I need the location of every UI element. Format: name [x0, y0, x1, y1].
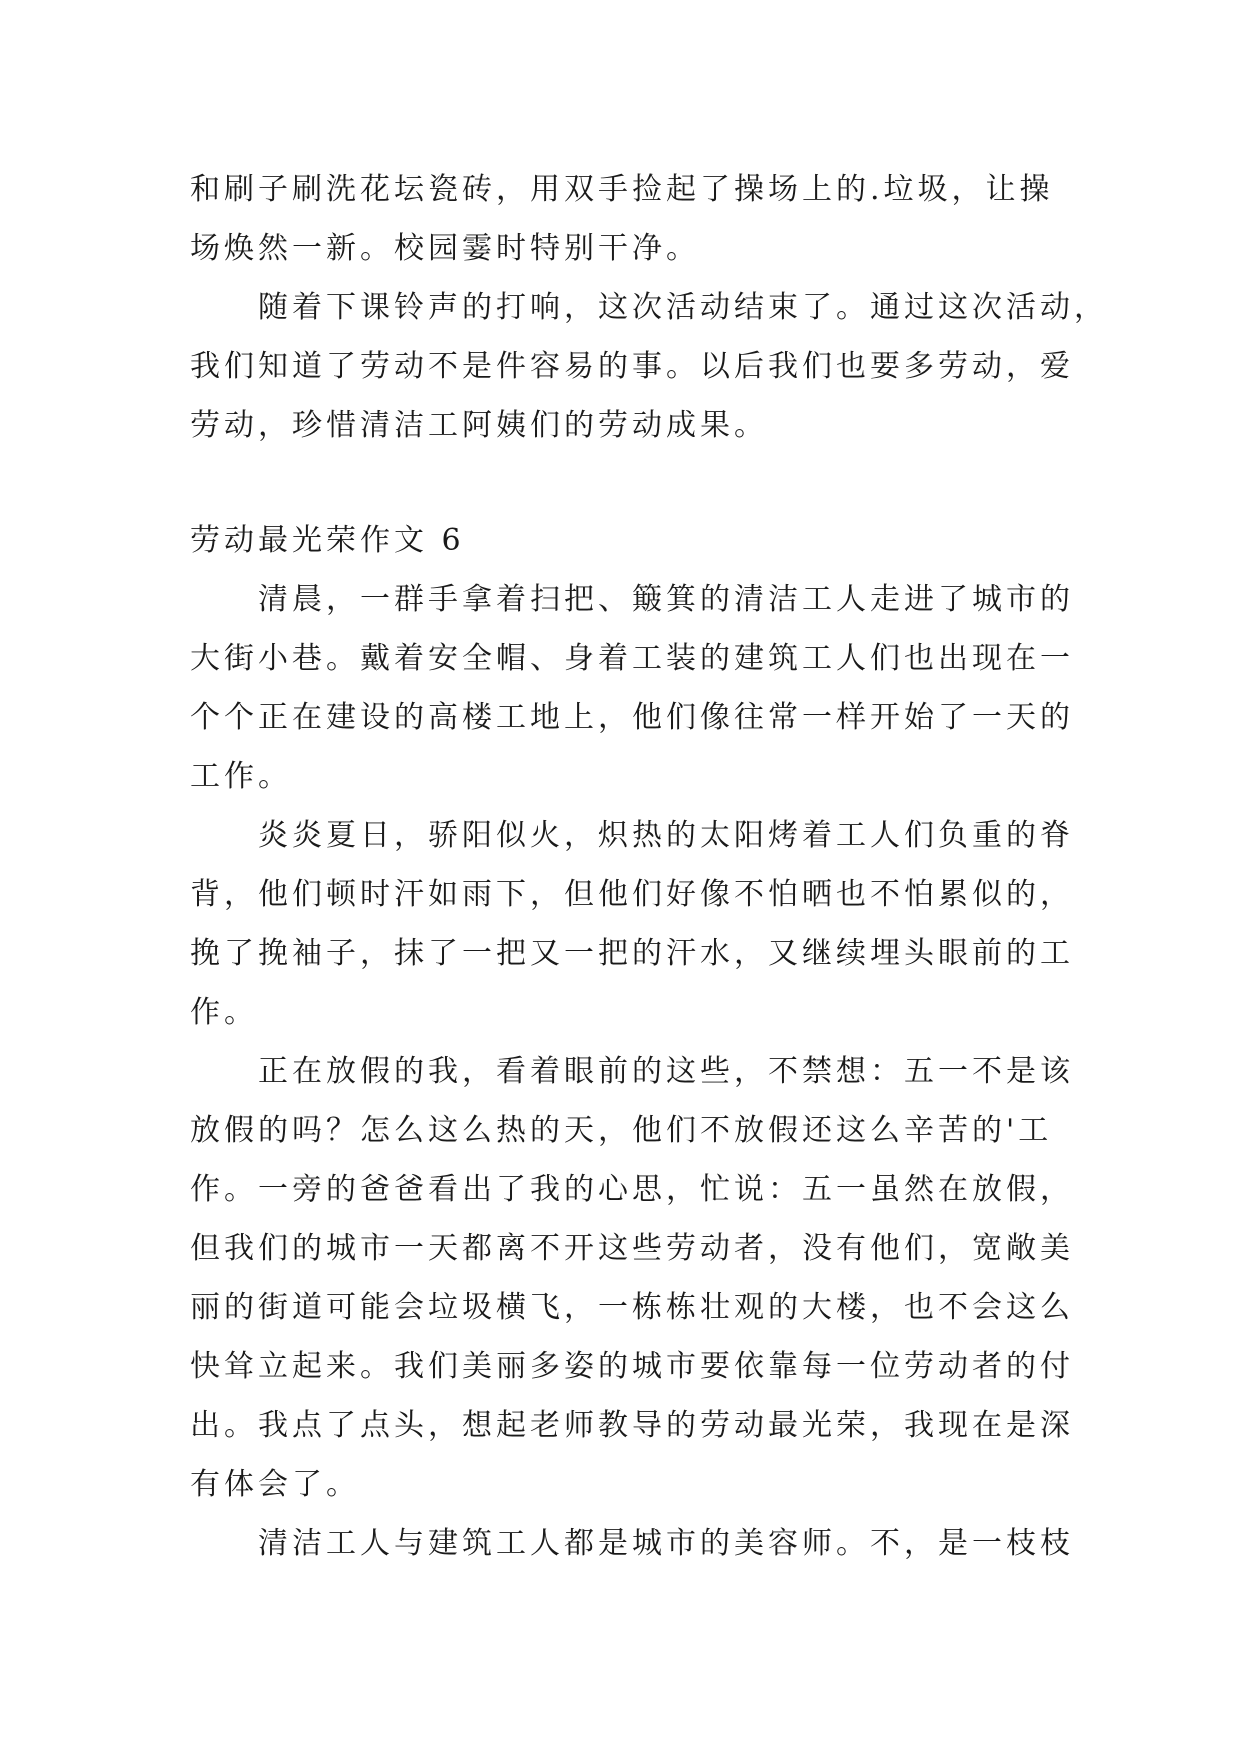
text-line: 工作。: [190, 759, 292, 794]
text-line-content: 炎炎夏日，骄阳似火，炽热的太阳烤着工人们负重的脊: [258, 818, 1074, 853]
paragraph-6: [190, 1514, 1074, 1573]
text-line: 挽了挽袖子，抹了一把又一把的汗水，又继续埋头眼前的工: [190, 936, 1074, 971]
text-line: [190, 570, 1074, 629]
text-line: 放假的吗？怎么这么热的天，他们不放假还这么辛苦的'工: [190, 1113, 1053, 1148]
text-line: [190, 1042, 1074, 1101]
text-line: 大街小巷。戴着安全帽、身着工装的建筑工人们也出现在一: [190, 641, 1074, 676]
text-line-content: 正在放假的我，看着眼前的这些，不禁想：五一不是该: [258, 1054, 1074, 1089]
paragraph-1: [190, 160, 1054, 278]
text-line-content: 随着下课铃声的打响，这次活动结束了。通过这次活动，: [258, 290, 1108, 325]
text-line: 丽的街道可能会垃圾横飞，一栋栋壮观的大楼，也不会这么: [190, 1290, 1074, 1325]
text-line: 场焕然一新。校园霎时特别干净。: [190, 231, 700, 266]
section-before-heading: [190, 160, 1108, 455]
text-line: 背，他们顿时汗如雨下，但他们好像不怕晒也不怕累似的，: [190, 877, 1074, 912]
section-heading: 劳动最光荣作文 6: [190, 523, 465, 558]
text-line: 和刷子刷洗花坛瓷砖，用双手捡起了操场上的.垃圾，让操: [190, 172, 1054, 207]
document-body: [190, 160, 1108, 1573]
section-after-heading: [190, 570, 1074, 1573]
paragraph-5: [190, 1042, 1074, 1514]
text-line: 但我们的城市一天都离不开这些劳动者，没有他们，宽敞美: [190, 1231, 1074, 1266]
text-line: 作。一旁的爸爸看出了我的心思，忙说：五一虽然在放假，: [190, 1172, 1074, 1207]
text-line-content: 清洁工人与建筑工人都是城市的美容师。不，是一枝枝: [258, 1526, 1074, 1561]
text-line-content: 清晨，一群手拿着扫把、簸箕的清洁工人走进了城市的: [258, 582, 1074, 617]
paragraph-4: [190, 806, 1074, 1042]
text-line: 个个正在建设的高楼工地上，他们像往常一样开始了一天的: [190, 700, 1074, 735]
text-line: 有体会了。: [190, 1467, 360, 1502]
paragraph-3: [190, 570, 1074, 806]
text-line: 劳动，珍惜清洁工阿姨们的劳动成果。: [190, 408, 768, 443]
text-line: 我们知道了劳动不是件容易的事。以后我们也要多劳动，爱: [190, 349, 1074, 384]
text-line: 作。: [190, 995, 258, 1030]
paragraph-2: [190, 278, 1108, 455]
text-line: [190, 806, 1074, 865]
text-line: 出。我点了点头，想起老师教导的劳动最光荣，我现在是深: [190, 1408, 1074, 1443]
text-line: [190, 278, 1108, 337]
text-line: [190, 1514, 1074, 1573]
text-line: 快耸立起来。我们美丽多姿的城市要依靠每一位劳动者的付: [190, 1349, 1074, 1384]
